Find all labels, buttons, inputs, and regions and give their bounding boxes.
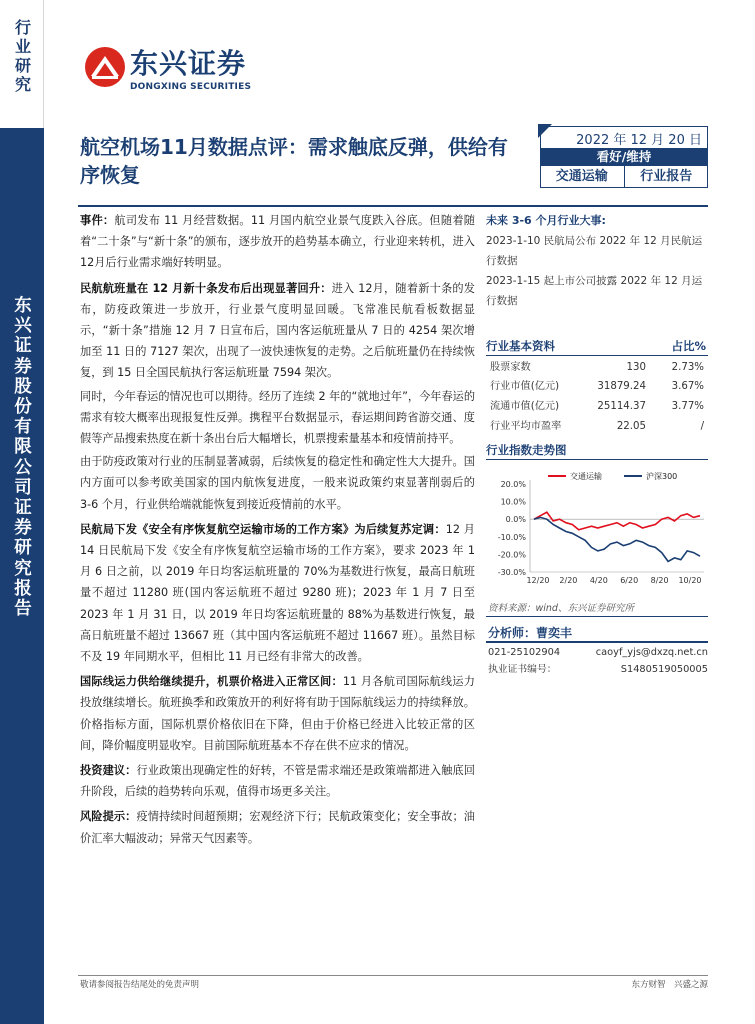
y-tick-label: 20.0% (500, 480, 526, 489)
stat-label: 行业市值(亿元) (490, 381, 560, 392)
basics-title (486, 336, 708, 356)
paragraph-risk (80, 806, 475, 848)
stat-row (486, 358, 708, 378)
cert-label: 执业证书编号： (488, 664, 557, 675)
stat-value: 25114.37 (597, 401, 646, 412)
report-body (80, 210, 475, 849)
report-date: 2022 年 12 月 20 日 (576, 133, 702, 148)
analyst-heading (488, 624, 572, 641)
footer-slogan: 东方财智 兴盛之源 (631, 980, 708, 990)
paragraph-label: 事件： (80, 214, 115, 227)
stat-row (486, 397, 708, 417)
y-tick-label: -30.0% (497, 568, 526, 577)
paragraph-policy (80, 519, 475, 667)
series-line-csi300 (534, 517, 700, 561)
industry-label: 交通运输 (540, 166, 625, 188)
paragraph-text: 疫情持续时间超预期；宏观经济下行；民航政策变化；安全事故；油价汇率大幅波动；异常天气因素等。 (80, 810, 475, 845)
logo-name-en: DONGXING SECURITIES (130, 82, 252, 92)
rating-badge: 看好/维持 (540, 148, 708, 166)
cert-number: S1480519050005 (620, 664, 708, 675)
analyst-contact-row (488, 645, 708, 661)
category-band (0, 0, 44, 128)
category-label: 行业研究 (14, 18, 31, 94)
x-tick-label: 10/20 (678, 576, 702, 585)
y-tick-label: -10.0% (497, 532, 526, 542)
stat-label: 股票家数 (490, 362, 531, 373)
stat-label: 行业平均市盈率 (490, 421, 562, 432)
report-info-box (540, 126, 708, 188)
paragraph-text: 进入 12月，随着新十条的发布，防疫政策进一步放开，行业景气度明显回暖。飞常准民航看板数据显示，“新十条”措施 12 月 7 日宣布后，国内客运航班量从 7 日的 4254 架次增加至 11 日的 7127 架次，出现了一波快速恢复的走势。之后航班量仍在持续恢复，到 15 日全国民航执行客运航班量 7594 架次。 (80, 281, 475, 380)
industry-trend-chart (488, 470, 710, 595)
report-type-label: 行业报告 (640, 169, 693, 184)
chart-source: 资料来源：wind、东兴证券研究所 (488, 603, 634, 614)
analyst-email[interactable]: caoyf_yjs@dxzq.net.cn (595, 647, 708, 658)
paragraph-text: 航司发布 11 月经营数据。11 月国内航空业景气度跌入谷底。但随着随着“二十条”与“新十条”的颁布，逐步放开的趋势基本确立，行业迎来转机，进入 12月后行业需求端好转明显。 (80, 214, 475, 270)
stat-share: 3.67% (671, 381, 704, 392)
paragraph-investment (80, 760, 475, 802)
source-divider (486, 616, 708, 617)
basics-pct-header: 占比% (671, 339, 706, 353)
category-row (540, 166, 708, 188)
stat-share: 2.73% (671, 362, 704, 373)
paragraph-spring (80, 386, 475, 450)
stat-row (486, 417, 708, 437)
event-item: 2023-1-10 民航局公布 2022 年 12 月民航运行数据 (486, 235, 703, 267)
stat-label: 流通市值(亿元) (490, 401, 560, 412)
analyst-divider (486, 641, 708, 643)
stat-row (486, 377, 708, 397)
basics-title-text: 行业基本资料 (486, 339, 555, 353)
paragraph-label: 风险提示： (80, 810, 137, 824)
company-full-name: 东兴证券股份有限公司证券研究报告 (14, 296, 32, 620)
company-logo (84, 46, 284, 98)
logo-mark-icon (84, 46, 126, 88)
paragraph-event (80, 210, 475, 274)
paragraph-text: 12 月 14 日民航局下发《安全有序恢复航空运输市场的工作方案》，要求 2023 年 1 月 6 日之前，以 2019 年日均客运航班量的 70%为基数进行恢复，最高日航班量不超过 11280 班(国内客运航班不超过 9280 班)；2023 年 1 月 7 日至 2023 年 1 月 31 日，以 2019 年日均客运航班量的 88%为基数进行恢复，最高日航班量不超过 13667 班（其中国内客运航班不超过 11667 班）。虽然目标不及 19 年同期水平，但相比 11 月已经有非常大的改善。 (80, 522, 475, 664)
paragraph-label: 投资建议： (80, 764, 137, 778)
analyst-cert-row (488, 662, 708, 678)
paragraph-flights (80, 278, 475, 384)
y-tick-label: -20.0% (497, 550, 526, 560)
paragraph-text: 11 月各航司国际航线运力投放继续增长。航班换季和政策放开的利好将有助于国际航线运力的持续释放。价格指标方面，国际机票价格依旧在下降，但由于价格已经进入比较正常的区间，降价幅度明显收窄。目前国际航班基本不存在供不应求的情况。 (80, 675, 475, 752)
event-item: 2023-1-15 起上市公司披露 2022 年 12 月运行数据 (486, 275, 703, 307)
x-tick-label: 4/20 (589, 576, 608, 585)
analyst-label: 分析师： (488, 626, 537, 640)
legend-label: 交通运输 (570, 472, 602, 481)
stat-value: 22.05 (616, 421, 646, 432)
paragraph-text: 行业政策出现确定性的好转，不管是需求端还是政策端都进入触底回升阶段，后续的趋势转向乐观，值得市场更多关注。 (80, 764, 475, 799)
report-title: 航空机场11月数据点评：需求触底反弹，供给有序恢复 (80, 135, 508, 187)
paragraph-label: 民航航班量在 12 月新十条发布后出现显著回升： (80, 281, 332, 295)
footer-divider (78, 975, 708, 976)
logo-name-cn: 东兴证券 (130, 47, 247, 80)
paragraph-text: 同时，今年春运的情况也可以期待。经历了连续 2 年的“就地过年”，今年春运的需求有较大概率出现报复性反弹。携程平台数据显示，春运期间跨省游交通、度假等产品搜索热度在新十条出台后大幅增长，机票搜索量基本和疫情前持平。 (80, 389, 476, 446)
y-tick-label: 0.0% (505, 515, 526, 525)
paragraph-label: 民航局下发《安全有序恢复航空运输市场的工作方案》为后续复苏定调： (80, 522, 446, 536)
paragraph-recovery (80, 451, 475, 515)
footer-disclaimer: 敬请参阅报告结尾处的免责声明 (80, 980, 200, 990)
header-divider (78, 205, 708, 207)
stat-share: / (700, 421, 704, 432)
paragraph-international (80, 671, 475, 756)
trend-title: 行业指数走势图 (486, 440, 708, 460)
x-tick-label: 6/20 (620, 576, 639, 585)
legend-label: 沪深300 (646, 472, 678, 481)
events-title: 未来 3-6 个月行业大事: (486, 214, 606, 227)
paragraph-label: 国际线运力供给继续提升，机票价格进入正常区间： (80, 675, 343, 689)
sidebar-panel (486, 212, 708, 311)
x-tick-label: 2/20 (559, 576, 578, 585)
paragraph-text: 由于防疫政策对行业的压制显著减弱，后续恢复的稳定性和确定性大大提升。国内方面可以参考欧美国家的国内航恢复进度，一般来说政策约束显著削弱后的 3-6 个月，行业供给端就能恢复到接近疫情前的水平。 (80, 455, 475, 511)
y-tick-label: 10.0% (500, 497, 526, 507)
company-band (0, 128, 44, 1024)
stat-share: 3.77% (671, 401, 704, 412)
x-tick-label: 8/20 (650, 576, 669, 585)
analyst-phone: 021-25102904 (488, 647, 561, 658)
stat-value: 31879.24 (597, 381, 646, 392)
x-tick-label: 12/20 (526, 576, 550, 585)
stat-value: 130 (626, 362, 646, 373)
analyst-name: 曹奕丰 (536, 626, 573, 640)
